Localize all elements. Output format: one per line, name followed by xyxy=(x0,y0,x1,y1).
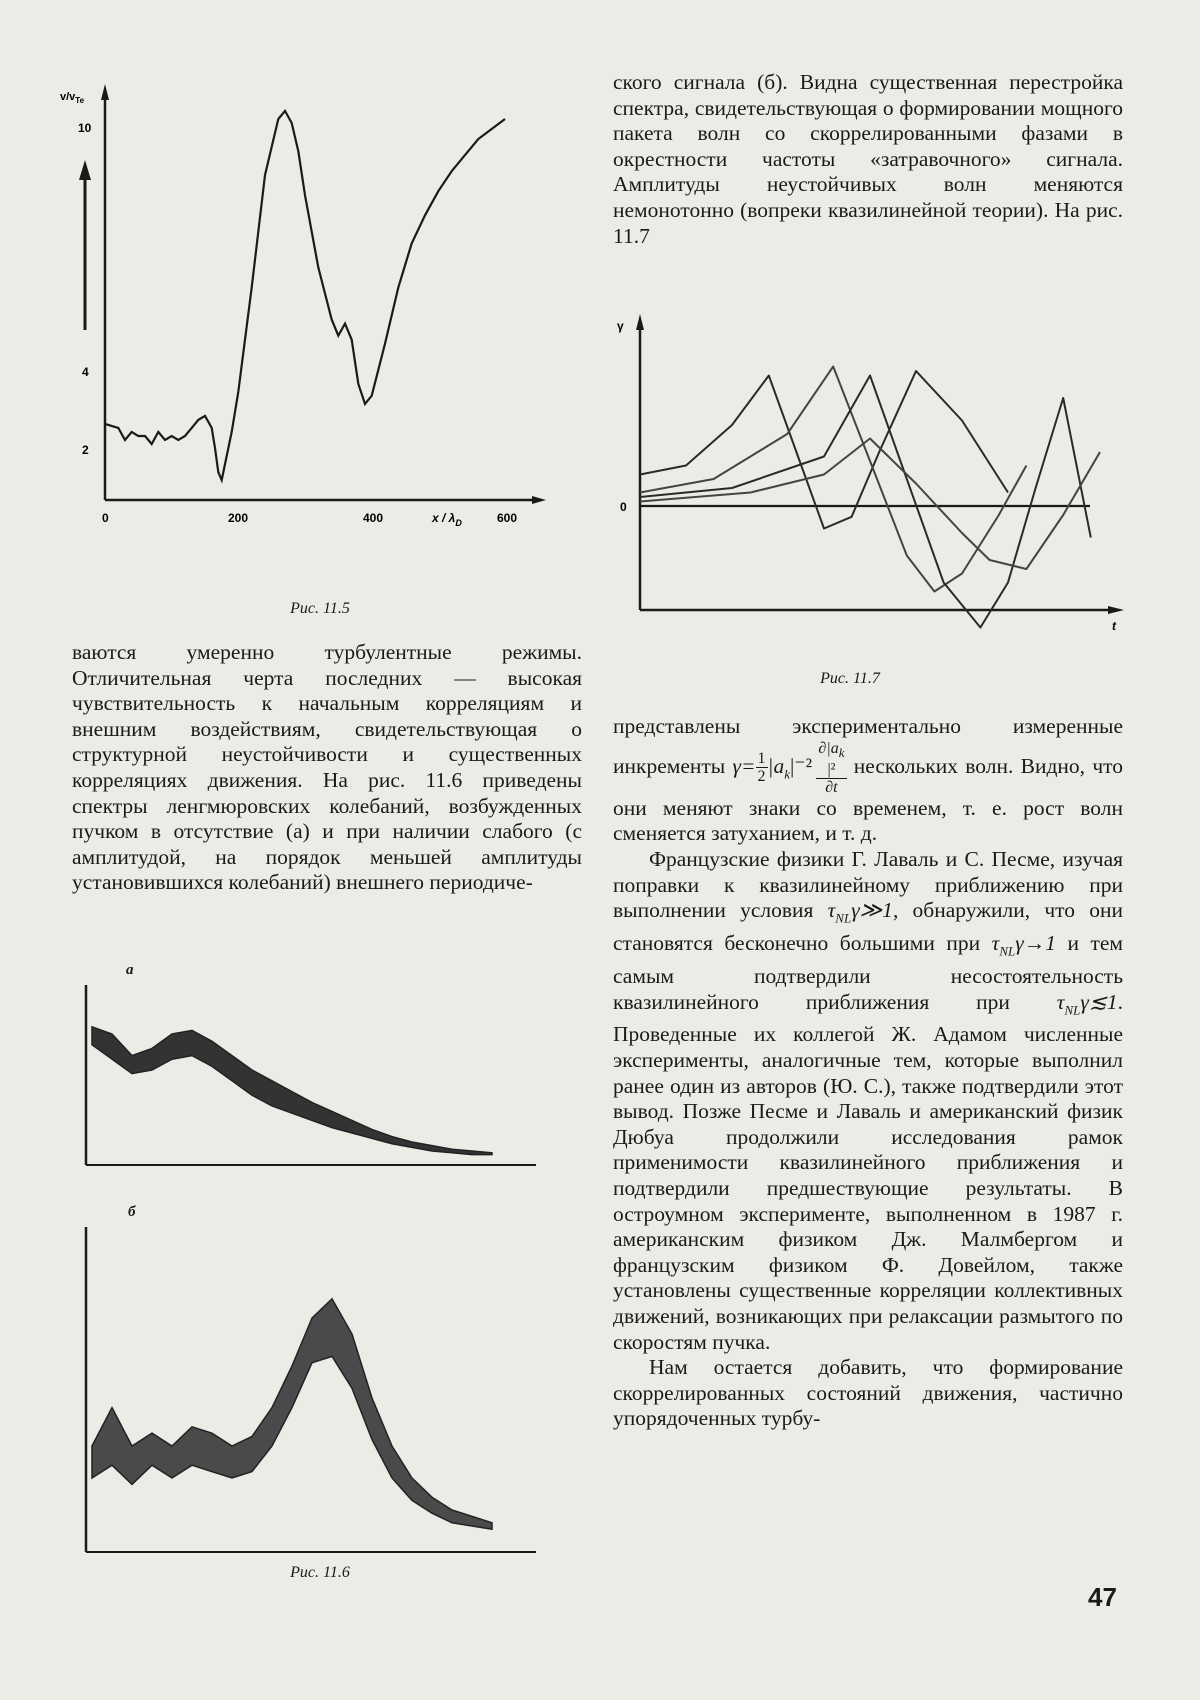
left-column xyxy=(72,640,582,896)
fig-11-7-series-line xyxy=(640,376,1091,628)
left-paragraph: ваются умеренно турбулентные режимы. Отличительная черта последних — высокая чувствительность к начальным корреляциям и внешним воздействиям, свидетельствующая о структурной неустойчивости и существенных корреляциях движения. На рис. 11.6 приведены спектры ленгмюровских колебаний, возбужденных пучком в отсутствие (а) и при наличии слабого (с амплитудой, на порядок меньшей амплитуды установившихся колебаний) внешнего периодиче- xyxy=(72,640,582,895)
right-paragraph-1: ского сигнала (б). Видна существенная перестройка спектра, свидетельствующая о формировании мощного пакета волн со скоррелированными фазами в окрестности частоты «затравочного» сигнала. Амплитуды неустойчивых волн меняются немонотонно (вопреки квазилинейной теории). На рис. 11.7 xyxy=(613,70,1123,248)
fig-11-7-series-line xyxy=(640,367,1026,592)
figure-11-6a xyxy=(76,980,546,1180)
fig-11-5-x-tick: 400 xyxy=(363,511,384,525)
fig-11-5-x-tick: 600 xyxy=(497,511,518,525)
fig-11-6-panel-a-label: а xyxy=(126,962,134,978)
fig-11-7-y-label: γ xyxy=(617,319,624,333)
fig-11-6b-spectrum-band xyxy=(92,1299,492,1529)
right-paragraph-3: Французские физики Г. Лаваль и С. Песме, изучая поправки к квазилинейному приближению при выполнении условия $\tau_{NL}\gamma≫1$, обнаружили, что они становятся бесконечно большими при $\tau_{NL}\gamma\to 1$ и тем самым подтвердили несостоятельность квазилинейного приближения при $\tau_{NL}\gamma≲1$. Проведенные их коллегой Ж. Адамом численные эксперименты, аналогичные тем, которые выполнил ранее один из авторов (Ю. С.), также подтвердили этот вывод. Позже Песме и Лаваль и американский физик Дюбуа продолжили исследования рамок применимости квазилинейного приближения и подтвердили предшествующие результаты. В остроумном эксперименте, выполненном в 1987 г. американским физиком Дж. Малмбергом и французским физиком Ф. Довейлом, также установлены существенные корреляции коллективных движений, возникающих при релаксации размытого по скоростям пучка. xyxy=(613,846,1123,1354)
right-column-bottom xyxy=(613,714,1123,1432)
figure-11-6b xyxy=(76,1222,546,1562)
fig-11-7-caption: Рис. 11.7 xyxy=(820,670,880,687)
fig-11-5-y-tick: 4 xyxy=(82,365,89,379)
fig-11-5-y-label: $v/v_{Te}$ xyxy=(60,91,85,105)
page-number: 47 xyxy=(1088,1582,1117,1612)
fig-11-5-series-line xyxy=(105,111,505,480)
fig-11-7-series-line xyxy=(640,371,1008,529)
fig-11-5-y-tick: 10 xyxy=(78,121,92,135)
fig-11-5-y-tick: 2 xyxy=(82,443,89,457)
fig-11-7-x-label: t xyxy=(1112,619,1116,633)
fig-11-7-zero-label: 0 xyxy=(620,500,627,514)
fig-11-5-caption: Рис. 11.5 xyxy=(290,600,350,617)
right-paragraph-4: Нам остается добавить, что формирование скоррелированных состояний движения, частично упорядоченных турбу- xyxy=(613,1355,1123,1431)
increment-formula: γ= $\frac{1}{2}$ $|a_k|^{-2}$ $\partial|a_k$ |² ∂t xyxy=(732,739,845,796)
fig-11-6a-spectrum-band xyxy=(92,1027,492,1155)
right-paragraph-2: представлены экспериментально измеренные инкременты γ= $\frac{1}{2}$ $|a_k|^{-2}$ $\partial|a_k$ |² ∂t нескольких волн. Видно, что они меняют знаки со временем, т. е. рост волн сменяется затуханием, и т. д. xyxy=(613,714,1124,846)
fig-11-5-x-tick: 0 xyxy=(102,511,109,525)
right-column-top xyxy=(613,70,1123,249)
figure-11-5 xyxy=(60,70,620,610)
fig-11-5-x-tick: 200 xyxy=(228,511,249,525)
fig-11-5-x-label: x / $\lambda_D$ xyxy=(432,511,462,528)
fig-11-6-panel-b-label: б xyxy=(128,1204,136,1220)
figure-11-7 xyxy=(612,310,1132,640)
fig-11-6-caption: Рис. 11.6 xyxy=(290,1564,350,1581)
